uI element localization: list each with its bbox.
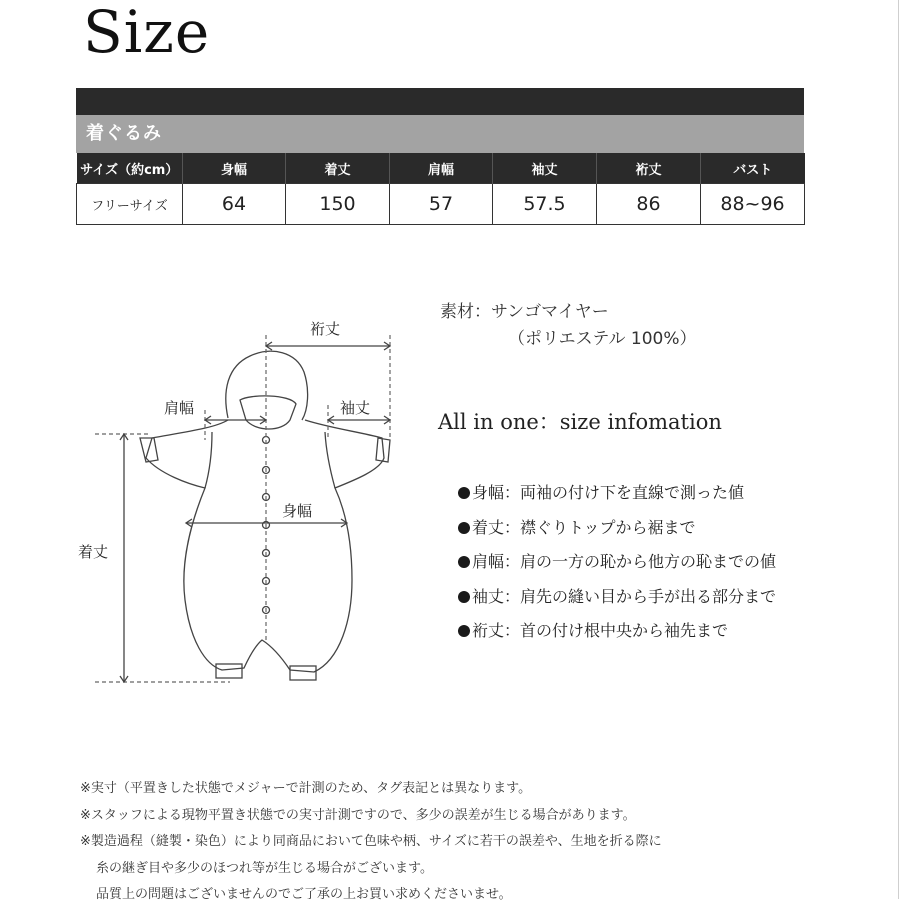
column-header: 着丈 [286,153,390,184]
definition-item [458,545,898,580]
page-title: Size [83,0,211,66]
right-leg-cuff [290,666,316,680]
size-table-section [76,88,804,225]
definition-text: 肩幅：肩の一方の恥から他方の恥までの値 [472,552,777,571]
label-katahaba: 肩幅 [164,399,195,417]
hood-outline [226,351,308,420]
table-category-label: 着ぐるみ [76,115,804,153]
definition-item [458,476,898,511]
note-line: ※実寸（平置きした状態でメジャーで計測のため、タグ表記とは異なります。 [80,781,532,796]
label-kitake: 着丈 [78,543,109,561]
info-title: All in one：size infomation [438,410,722,434]
definition-text: 身幅：両袖の付け下を直線で測った値 [472,483,745,502]
column-header: 身幅 [183,153,286,184]
table-cell: 57.5 [493,184,597,225]
notes-section [80,776,662,909]
table-header-row [77,153,805,184]
note-line: 品質上の問題はございませんのでご了承の上お買い求めくださいませ。 [96,887,512,902]
size-table [76,153,805,225]
definition-item [458,580,898,615]
table-cell: 88~96 [701,184,805,225]
definition-text: 袖丈：肩先の縫い目から手が出る部分まで [472,586,777,606]
label-sodetake: 袖丈 [340,399,371,417]
note-line: ※スタッフによる現物平置き状態での実寸計測ですので、多少の誤差が生じる場合があります。 [80,807,636,823]
hood-face-opening [240,396,296,429]
table-cell: 86 [597,184,701,225]
body-outline [146,420,384,672]
label-yukitake: 裄丈 [310,320,341,338]
column-header: 裄丈 [597,153,701,184]
table-cell: 57 [390,184,493,225]
column-header: 肩幅 [390,153,493,184]
bullet-icon [458,487,470,499]
definition-text: 裄丈：首の付け根中央から袖先まで [472,621,729,640]
label-mihaba: 身幅 [282,502,313,520]
material-info [440,299,696,353]
bullet-icon [458,591,470,603]
left-leg-cuff [216,664,242,678]
bullet-icon [458,556,470,568]
note-line: ※製造過程（縫製・染色）により同商品において色味や柄、サイズに若干の誤差や、生地を折る際に [80,834,662,849]
definition-item [458,614,898,649]
bullet-icon [458,522,470,534]
table-cell: 150 [286,184,390,225]
measurement-definitions [458,476,898,649]
column-header: サイズ（約cm） [77,153,183,184]
material-composition: （ポリエステル 100%） [508,329,697,349]
definition-item [458,511,898,546]
definition-text: 着丈：襟ぐりトップから裾まで [472,517,696,537]
column-header: バスト [701,153,805,184]
bullet-icon [458,625,470,637]
note-line: 糸の継ぎ目や多少のほつれ等が生じる場合がございます。 [96,860,433,876]
table-row [77,184,805,225]
table-cell: 64 [183,184,286,225]
right-armhole-seam [325,432,335,488]
left-armhole-seam [205,432,212,488]
table-cell: フリーサイズ [77,184,183,225]
garment-diagram [60,305,420,705]
material-line: 素材：サンゴマイヤー [440,302,609,322]
table-top-bar [76,88,804,115]
column-header: 袖丈 [493,153,597,184]
